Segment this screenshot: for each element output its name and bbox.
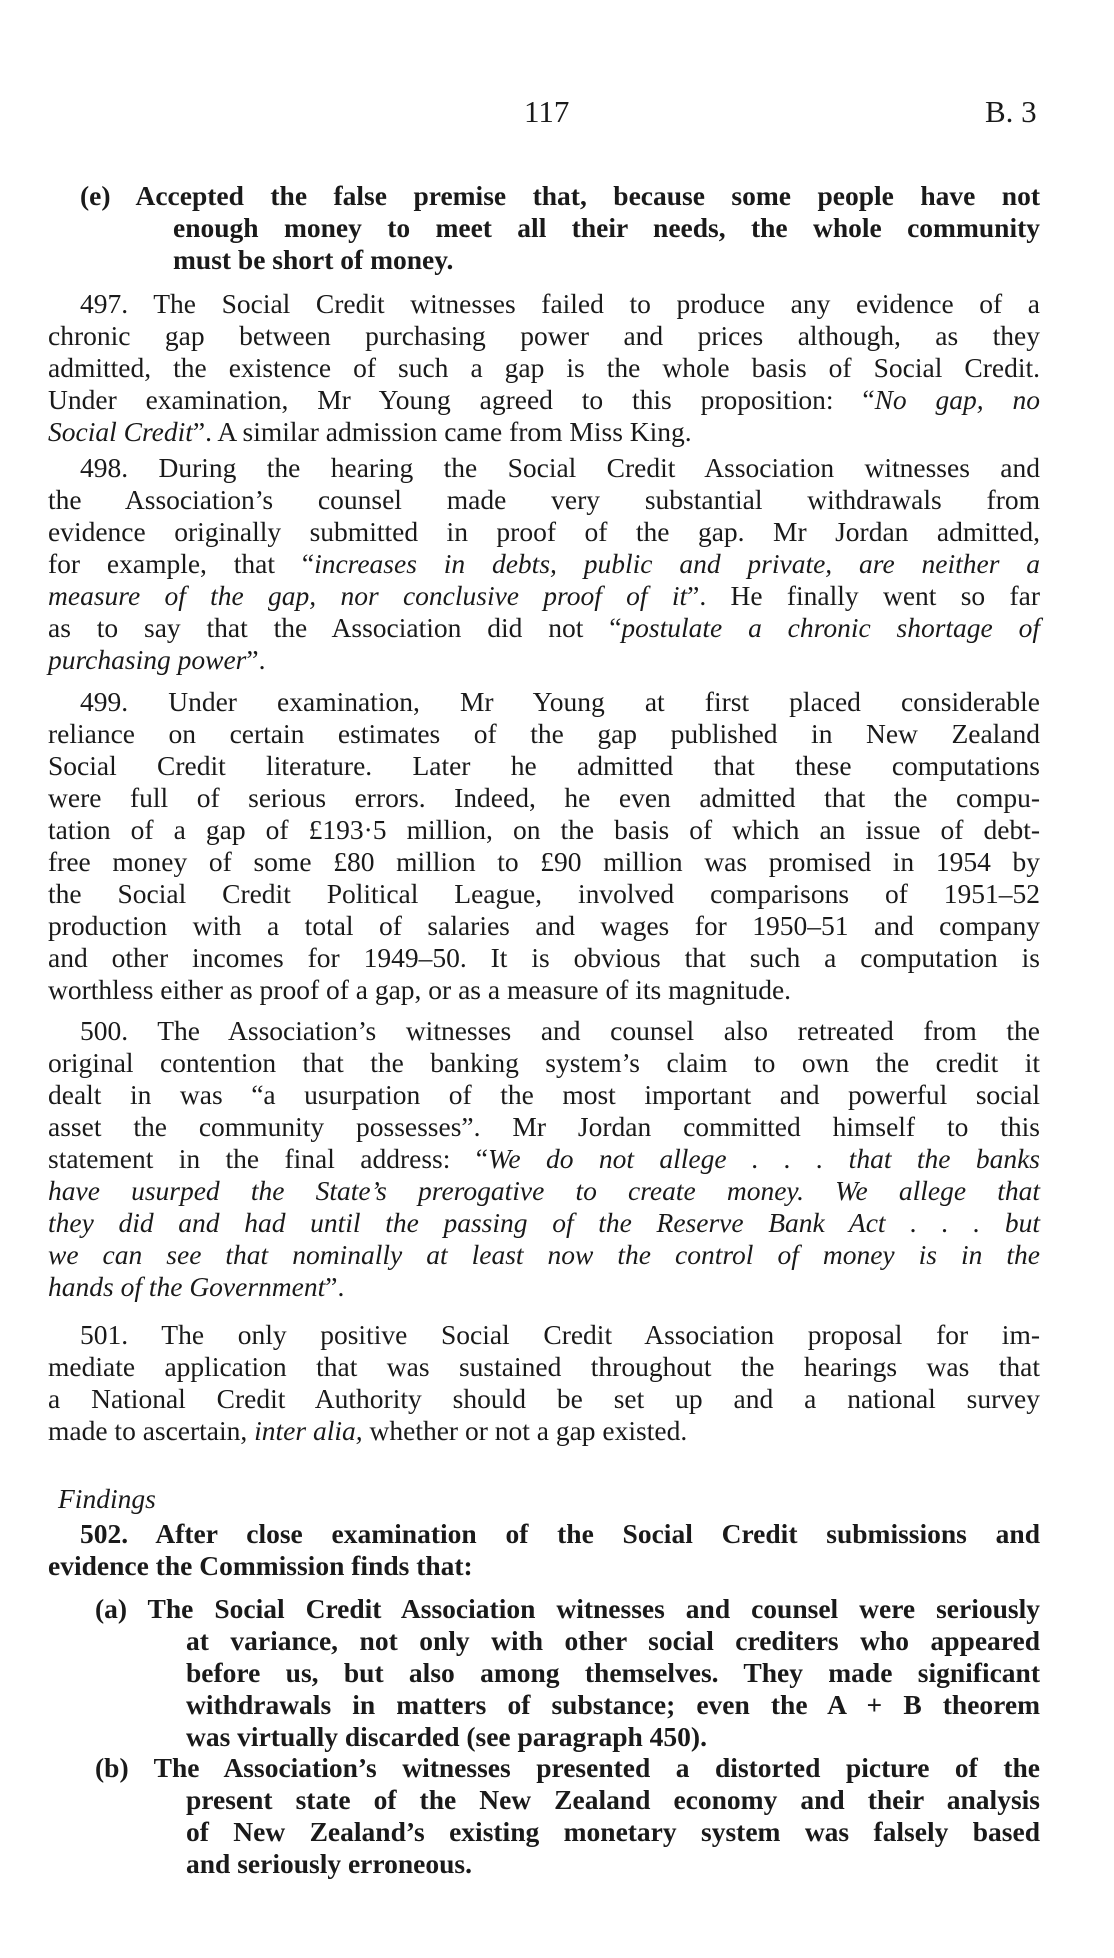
text-line (48, 1848, 1040, 1880)
text-line (48, 1239, 1040, 1271)
text-line (48, 974, 1040, 1006)
text-line (48, 1518, 1040, 1550)
text-line (48, 1752, 1040, 1784)
paragraph-499 (48, 686, 1040, 1006)
text-line (48, 686, 1040, 718)
italic-text: inter alia, (254, 1415, 363, 1446)
text-line (48, 1351, 1040, 1383)
text-line (48, 452, 1040, 484)
text-line (48, 814, 1040, 846)
text: for example, that “ (48, 548, 315, 579)
text: original contention that the banking system’s claim to own the credit it (48, 1047, 1040, 1078)
text: the Association’s counsel made very substantial withdrawals from (48, 484, 1040, 515)
text-line (48, 244, 1040, 276)
page-number: 117 (524, 94, 570, 129)
text: (e) Accepted the false premise that, because some people have not (80, 180, 1040, 211)
text: 498. During the hearing the Social Credit Association witnesses and (80, 452, 1040, 483)
text-line (48, 516, 1040, 548)
list-item-e (48, 180, 1040, 276)
italic-text: measure of the gap, nor conclusive proof of it (48, 580, 688, 611)
text-line (48, 750, 1040, 782)
text: 499. Under examination, Mr Young at first placed considerable (80, 686, 1040, 717)
paragraph-500 (48, 1015, 1040, 1303)
text-line (48, 580, 1040, 612)
text-line (48, 1689, 1040, 1721)
italic-text: hands of the Government (48, 1271, 326, 1302)
section-heading-findings: Findings (58, 1483, 156, 1514)
text: must be short of money. (173, 244, 454, 275)
text: made to ascertain, (48, 1415, 255, 1446)
text-line (48, 910, 1040, 942)
text-line (48, 1319, 1040, 1351)
text: chronic gap between purchasing power and prices although, as they (48, 320, 1040, 351)
text: before us, but also among themselves. They made significant (186, 1657, 1040, 1688)
italic-text: No gap, no (874, 384, 1041, 415)
text: were full of serious errors. Indeed, he even admitted that the compu- (48, 782, 1040, 813)
text: (a) The Social Credit Association witnesses and counsel were seriously (95, 1593, 1040, 1624)
text-line (48, 384, 1040, 416)
text: the Social Credit Political League, involved comparisons of 1951–52 (48, 878, 1040, 909)
text: worthless either as proof of a gap, or as a measure of its magnitude. (48, 974, 792, 1005)
paragraph-497 (48, 288, 1040, 448)
text: of New Zealand’s existing monetary system was falsely based (186, 1816, 1040, 1847)
italic-text: have usurped the State’s prerogative to create money. We allege that (48, 1175, 1040, 1206)
text-line (48, 484, 1040, 516)
text: free money of some £80 million to £90 million was promised in 1954 by (48, 846, 1040, 877)
paragraph-498 (48, 452, 1040, 676)
italic-text: Social Credit (48, 416, 193, 447)
italic-text: purchasing power (48, 644, 247, 675)
text-line (48, 1816, 1040, 1848)
text: 501. The only positive Social Credit Association proposal for im- (80, 1319, 1040, 1350)
text-line (48, 612, 1040, 644)
italic-text: we can see that nominally at least now the control of money is in the (48, 1239, 1040, 1270)
text-line (48, 718, 1040, 750)
text-line (48, 548, 1040, 580)
text-line (48, 1047, 1040, 1079)
text: as to say that the Association did not “ (48, 612, 622, 643)
text: ”. (325, 1271, 345, 1302)
text: and seriously erroneous. (186, 1848, 472, 1879)
text-line (48, 1721, 1040, 1753)
text: tation of a gap of £193·5 million, on the basis of which an issue of debt- (48, 814, 1040, 845)
text: statement in the final address: “ (48, 1143, 488, 1174)
text: admitted, the existence of such a gap is the whole basis of Social Credit. (48, 352, 1040, 383)
text: was virtually discarded (see paragraph 450). (186, 1721, 707, 1752)
text-line (48, 1625, 1040, 1657)
italic-text: they did and had until the passing of the Reserve Bank Act . . . but (48, 1207, 1040, 1238)
text-line (48, 878, 1040, 910)
text: ”. A similar admission came from Miss King. (192, 416, 692, 447)
paragraph-502 (48, 1518, 1040, 1582)
text-line (48, 1175, 1040, 1207)
text-line (48, 1079, 1040, 1111)
document-reference: B. 3 (985, 94, 1037, 129)
text-line (48, 1593, 1040, 1625)
text-line (48, 288, 1040, 320)
text-line (48, 1143, 1040, 1175)
text: withdrawals in matters of substance; even the A + B theorem (186, 1689, 1040, 1720)
text: dealt in was “a usurpation of the most important and powerful social (48, 1079, 1040, 1110)
finding-a (48, 1593, 1040, 1753)
text-line (48, 846, 1040, 878)
text-line (48, 180, 1040, 212)
text: ”. He finally went so far (687, 580, 1040, 611)
text-line (48, 1111, 1040, 1143)
text: production with a total of salaries and wages for 1950–51 and company (48, 910, 1040, 941)
text-line (48, 1550, 1040, 1582)
text-line (48, 1271, 1040, 1303)
text: 497. The Social Credit witnesses failed to produce any evidence of a (80, 288, 1040, 319)
text: 502. After close examination of the Social Credit submissions and (80, 1518, 1040, 1549)
finding-b (48, 1752, 1040, 1880)
text-line (48, 644, 1040, 676)
text-line (48, 1657, 1040, 1689)
text: evidence the Commission finds that: (48, 1550, 473, 1581)
text: (b) The Association’s witnesses presented a distorted picture of the (95, 1752, 1040, 1783)
text-line (48, 352, 1040, 384)
text-line (48, 1207, 1040, 1239)
text: at variance, not only with other social crediters who appeared (186, 1625, 1040, 1656)
text-line (48, 782, 1040, 814)
text: a National Credit Authority should be set up and a national survey (48, 1383, 1040, 1414)
text: Under examination, Mr Young agreed to this proposition: “ (48, 384, 875, 415)
text: asset the community possesses”. Mr Jordan committed himself to this (48, 1111, 1040, 1142)
text: evidence originally submitted in proof of the gap. Mr Jordan admitted, (48, 516, 1040, 547)
text-line (48, 1784, 1040, 1816)
text-line (48, 212, 1040, 244)
italic-text: increases in debts, public and private, are neither a (314, 548, 1040, 579)
paragraph-501 (48, 1319, 1040, 1447)
text: whether or not a gap existed. (362, 1415, 688, 1446)
text-line (48, 320, 1040, 352)
text: mediate application that was sustained throughout the hearings was that (48, 1351, 1040, 1382)
text: and other incomes for 1949–50. It is obvious that such a computation is (48, 942, 1040, 973)
text: ”. (246, 644, 266, 675)
text-line (48, 942, 1040, 974)
text: present state of the New Zealand economy and their analysis (186, 1784, 1040, 1815)
text-line (48, 1415, 1040, 1447)
text: reliance on certain estimates of the gap published in New Zealand (48, 718, 1040, 749)
italic-text: postulate a chronic shortage of (621, 612, 1041, 643)
text-line (48, 1015, 1040, 1047)
text-line (48, 416, 1040, 448)
text: Social Credit literature. Later he admitted that these computations (48, 750, 1040, 781)
text: 500. The Association’s witnesses and counsel also retreated from the (80, 1015, 1040, 1046)
text-line (48, 1383, 1040, 1415)
italic-text: We do not allege . . . that the banks (487, 1143, 1040, 1174)
text: enough money to meet all their needs, the whole community (173, 212, 1040, 243)
